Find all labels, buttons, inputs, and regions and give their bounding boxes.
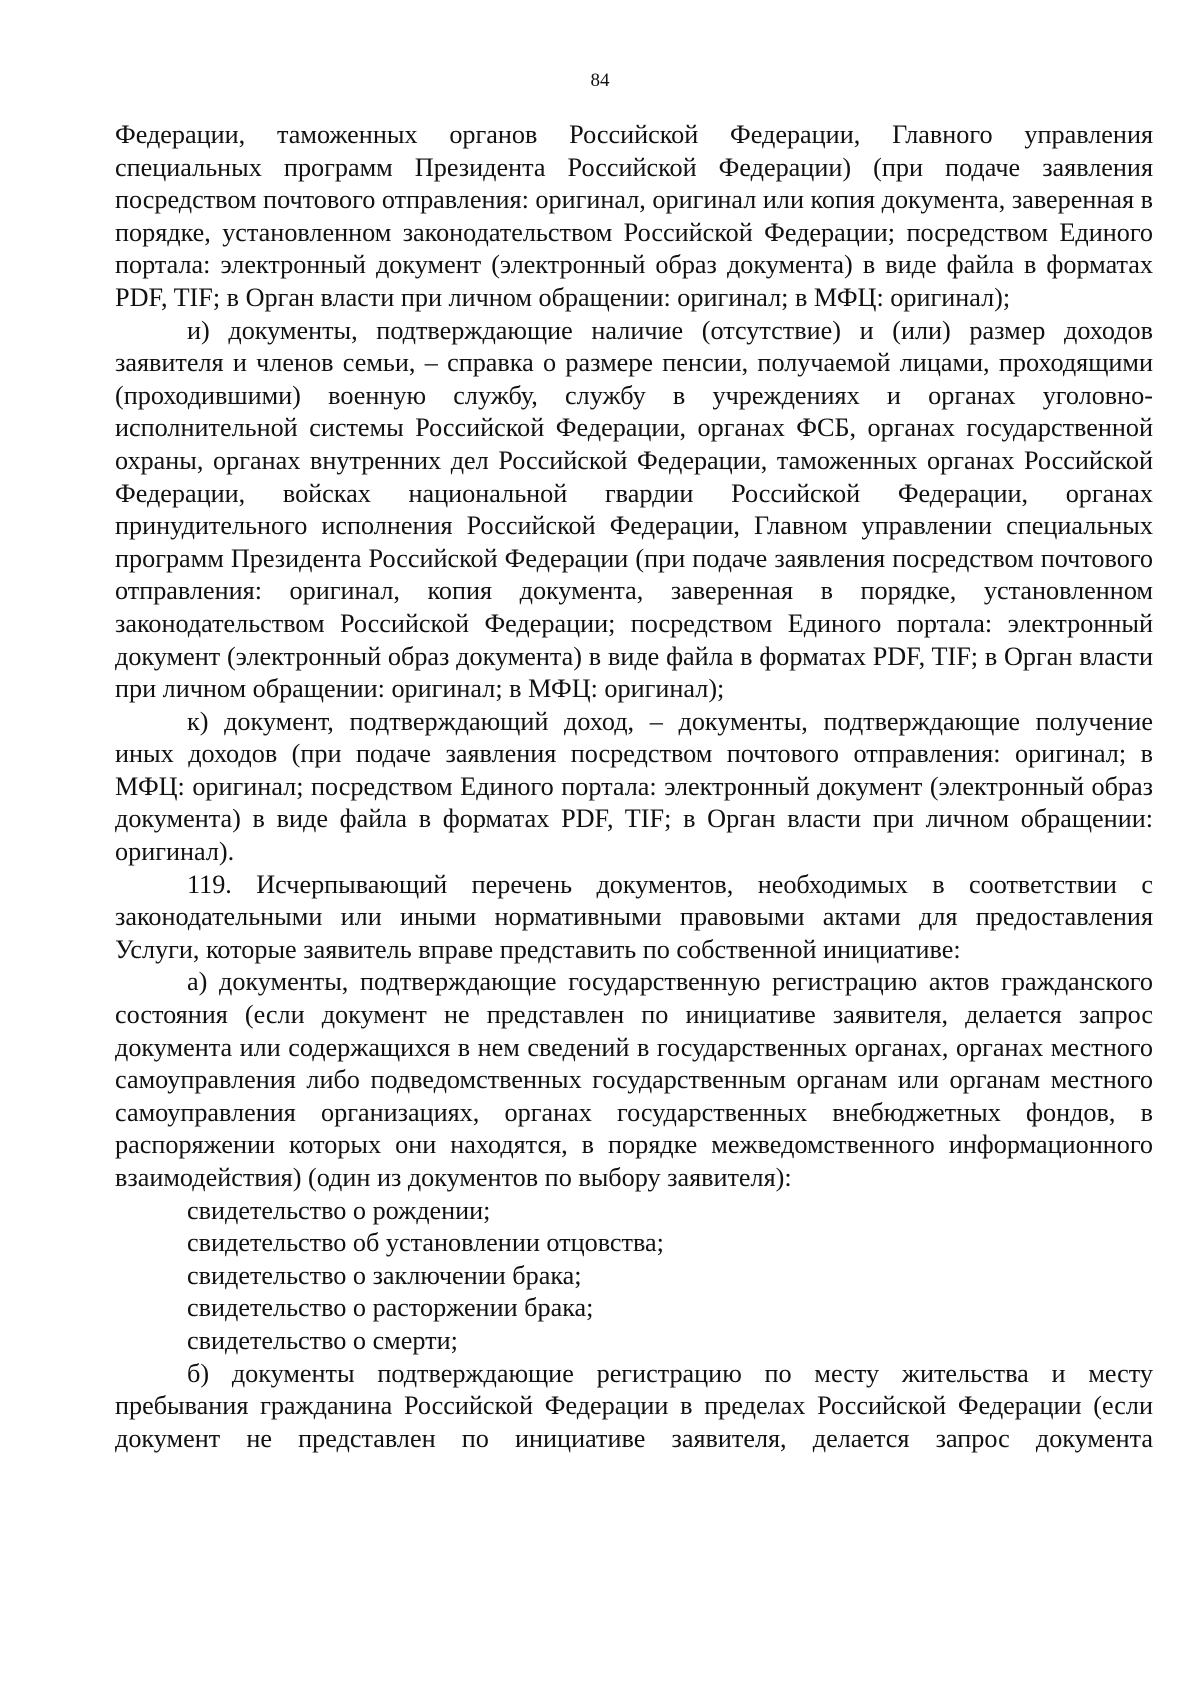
list-item: свидетельство о смерти; [187, 1325, 458, 1355]
list-item: свидетельство об установлении отцовства; [187, 1228, 664, 1258]
document-body [115, 119, 1153, 1455]
paragraph-item-a: а) документы, подтверждающие государственную регистрацию актов гражданского состояния (если документ не представлен по инициативе заявителя, делается запрос документа или содержащихся в нем сведений в государственных органах, органах местного самоуправления либо подведомственных государственным органам или органам местного самоуправления организациях, органах государственных внебюджетных фондов, в распоряжении которых они находятся, в порядке межведомственного информационного взаимодействия) (один из документов по выбору заявителя): [115, 967, 1153, 1192]
list-item: свидетельство о рождении; [187, 1195, 491, 1225]
paragraph-continuation: Федерации, таможенных органов Российской Федерации, Главного управления специальных программ Президента Российской Федерации) (при подаче заявления посредством почтового отправления: оригинал, оригинал или копия документа, заверенная в порядке, установленном законодательством Российской Федерации; посредством Единого портала: электронный документ (электронный образ документа) в виде файла в форматах PDF, TIF; в Орган власти при личном обращении: оригинал; в МФЦ: оригинал); [115, 120, 1153, 312]
page-number: 84 [590, 70, 610, 91]
paragraph-item-i: и) документы, подтверждающие наличие (отсутствие) и (или) размер доходов заявителя и членов семьи, – справка о размере пенсии, получаемой лицами, проходящими (проходившими) военную службу, службу в учреждениях и органах уголовно-исполнительной системы Российской Федерации, органах ФСБ, органах государственной охраны, органах внутренних дел Российской Федерации, таможенных органах Российской Федерации, войсках национальной гвардии Российской Федерации, органах принудительного исполнения Российской Федерации, Главном управлении специальных программ Президента Российской Федерации (при подаче заявления посредством почтового отправления: оригинал, копия документа, заверенная в порядке, установленном законодательством Российской Федерации; посредством Единого портала: электронный документ (электронный образ документа) в виде файла в форматах PDF, TIF; в Орган власти при личном обращении: оригинал; в МФЦ: оригинал); [115, 315, 1153, 704]
paragraph-119: 119. Исчерпывающий перечень документов, необходимых в соответствии с законодательными или иными нормативными правовыми актами для предоставления Услуги, которые заявитель вправе представить по собственной инициативе: [115, 869, 1153, 964]
list-item: свидетельство о заключении брака; [187, 1260, 582, 1290]
paragraph-item-k: к) документ, подтверждающий доход, – документы, подтверждающие получение иных доходов (при подаче заявления посредством почтового отправления: оригинал; в МФЦ: оригинал; посредством Единого портала: электронный документ (электронный образ документа) в виде файла в форматах PDF, TIF; в Орган власти при личном обращении: оригинал). [115, 706, 1153, 867]
paragraph-item-b: б) документы подтверждающие регистрацию по месту жительства и месту пребывания гражданина Российской Федерации в пределах Российской Федерации (если документ не представлен по инициативе заявителя, делается запрос документа [115, 1358, 1153, 1453]
list-item: свидетельство о расторжении брака; [187, 1293, 594, 1323]
